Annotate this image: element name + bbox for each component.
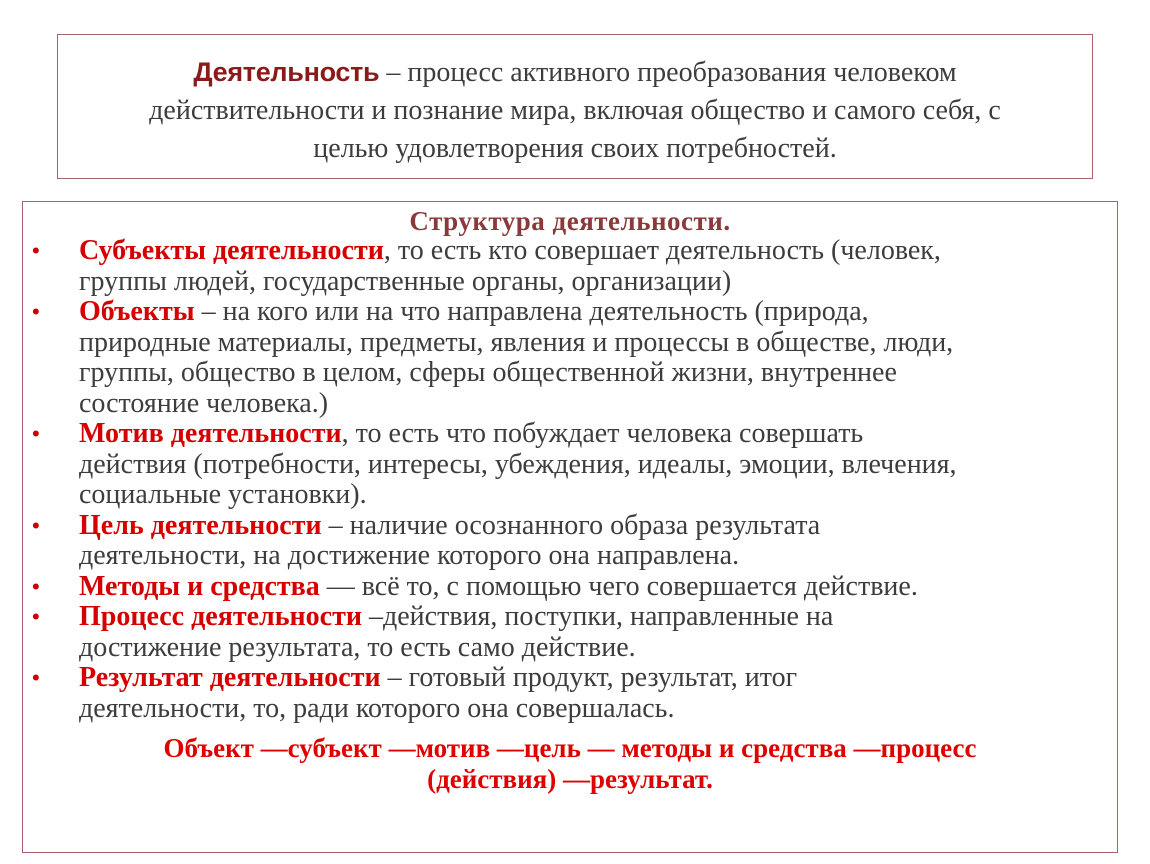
item-term: Субъекты деятельности — [79, 235, 384, 266]
structure-title: Структура деятельности. — [409, 206, 731, 236]
item-first-line — [79, 602, 1097, 633]
item-first-line — [79, 297, 1097, 328]
item-text: — всё то, с помощью чего совершается действие. — [319, 570, 918, 602]
structure-item — [23, 297, 1117, 419]
item-term: Мотив деятельности — [79, 418, 342, 449]
definition-text-1: – процесс активного преобразования человеком — [379, 57, 957, 88]
structure-item — [23, 602, 1117, 663]
item-term: Объекты — [79, 296, 195, 327]
item-text: , то есть кто совершает деятельность (человек, — [383, 235, 941, 266]
structure-list — [23, 236, 1117, 724]
bullet-icon: • — [32, 421, 40, 446]
bullet-icon: • — [32, 573, 40, 599]
structure-summary — [23, 733, 1117, 795]
definition-term: Деятельность — [193, 57, 380, 87]
item-text: , то есть что побуждает человека совершать — [341, 418, 864, 449]
item-term: Цель деятельности — [79, 509, 322, 541]
item-term: Результат деятельности — [79, 662, 381, 693]
definition-line-1 — [58, 53, 1092, 92]
structure-item — [23, 572, 1117, 603]
item-first-line — [79, 572, 1097, 603]
definition-line-3: целью удовлетворения своих потребностей. — [313, 133, 837, 164]
item-continuation-line: деятельности, на достижение которого она направлена. — [79, 540, 740, 571]
item-first-line — [79, 511, 1097, 542]
bullet-icon: • — [32, 512, 40, 538]
structure-item — [23, 511, 1117, 572]
structure-item — [23, 419, 1117, 511]
item-continuation-line: социальные установки). — [79, 479, 367, 510]
item-continuation-line: достижение результата, то есть само действие. — [79, 631, 636, 663]
item-continuation-line: природные материалы, предметы, явления и процессы в обществе, люди, — [79, 326, 954, 358]
item-continuation-line: состояние человека.) — [79, 387, 329, 419]
item-first-line — [79, 236, 1097, 267]
bullet-icon: • — [32, 238, 40, 263]
bullet-icon: • — [32, 604, 40, 629]
bullet-icon: • — [32, 665, 40, 690]
summary-line-2: (действия) —результат. — [427, 764, 713, 794]
item-text: – готовый продукт, результат, итог — [380, 662, 798, 693]
item-continuation-line: группы людей, государственные органы, организации) — [79, 265, 732, 297]
item-term: Методы и средства — [79, 570, 320, 602]
definition-line-2: действительности и познание мира, включая общество и самого себя, с — [149, 95, 1001, 126]
item-term: Процесс деятельности — [79, 601, 362, 632]
structure-item — [23, 663, 1117, 724]
item-first-line — [79, 663, 1097, 694]
item-text: – наличие осознанного образа результата — [321, 509, 821, 541]
definition-box — [57, 34, 1093, 179]
item-continuation-line: деятельности, то, ради которого она совершалась. — [79, 692, 675, 724]
item-first-line — [79, 419, 1097, 450]
item-text: –действия, поступки, направленные на — [362, 601, 834, 632]
item-text: – на кого или на что направлена деятельность (природа, — [194, 296, 869, 327]
item-continuation-line: группы, общество в целом, сферы общественной жизни, внутреннее — [79, 357, 897, 388]
structure-box — [22, 201, 1118, 853]
item-continuation-line: действия (потребности, интересы, убеждения, идеалы, эмоции, влечения, — [79, 448, 957, 480]
structure-item — [23, 236, 1117, 297]
summary-line-1: Объект —субъект —мотив —цель — методы и средства —процесс — [163, 733, 977, 763]
bullet-icon: • — [32, 299, 40, 324]
